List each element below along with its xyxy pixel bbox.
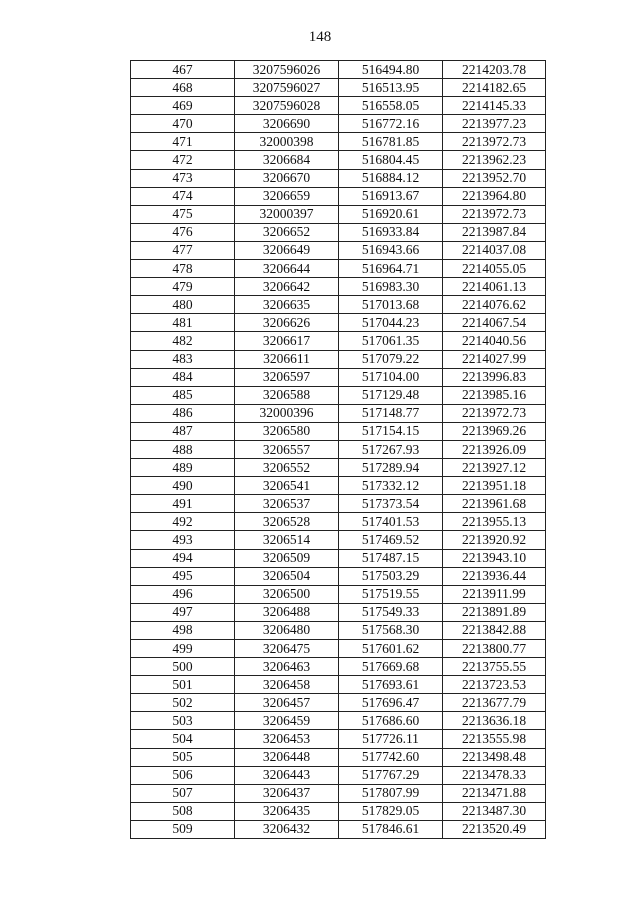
table-row (131, 296, 546, 314)
table-row (131, 350, 546, 368)
table-row (131, 386, 546, 404)
point-number-cell: 509 (131, 820, 235, 838)
x-coordinate-cell: 517487.15 (339, 549, 443, 567)
point-number-cell: 467 (131, 61, 235, 79)
x-coordinate-cell: 517289.94 (339, 459, 443, 477)
y-coordinate-cell: 2213964.80 (443, 187, 546, 205)
table-row (131, 404, 546, 422)
x-coordinate-cell: 517742.60 (339, 748, 443, 766)
point-id-cell: 3206611 (235, 350, 339, 368)
x-coordinate-cell: 517267.93 (339, 440, 443, 458)
table-row (131, 187, 546, 205)
point-number-cell: 475 (131, 205, 235, 223)
x-coordinate-cell: 517846.61 (339, 820, 443, 838)
point-number-cell: 503 (131, 712, 235, 730)
point-id-cell: 3206690 (235, 115, 339, 133)
coordinates-table (130, 60, 546, 839)
point-number-cell: 500 (131, 658, 235, 676)
point-number-cell: 473 (131, 169, 235, 187)
point-number-cell: 483 (131, 350, 235, 368)
table-row (131, 368, 546, 386)
point-id-cell: 3206488 (235, 603, 339, 621)
y-coordinate-cell: 2213969.26 (443, 422, 546, 440)
point-number-cell: 476 (131, 223, 235, 241)
x-coordinate-cell: 517669.68 (339, 658, 443, 676)
point-id-cell: 3206453 (235, 730, 339, 748)
point-id-cell: 32000396 (235, 404, 339, 422)
point-number-cell: 481 (131, 314, 235, 332)
x-coordinate-cell: 517061.35 (339, 332, 443, 350)
table-row (131, 549, 546, 567)
point-number-cell: 480 (131, 296, 235, 314)
point-number-cell: 478 (131, 260, 235, 278)
point-id-cell: 3206504 (235, 567, 339, 585)
x-coordinate-cell: 516964.71 (339, 260, 443, 278)
y-coordinate-cell: 2213962.23 (443, 151, 546, 169)
x-coordinate-cell: 516804.45 (339, 151, 443, 169)
x-coordinate-cell: 517104.00 (339, 368, 443, 386)
table-row (131, 495, 546, 513)
table-row (131, 531, 546, 549)
point-number-cell: 504 (131, 730, 235, 748)
point-id-cell: 3206642 (235, 278, 339, 296)
y-coordinate-cell: 2213952.70 (443, 169, 546, 187)
y-coordinate-cell: 2214027.99 (443, 350, 546, 368)
x-coordinate-cell: 517686.60 (339, 712, 443, 730)
table-row (131, 133, 546, 151)
point-id-cell: 3206670 (235, 169, 339, 187)
y-coordinate-cell: 2213636.18 (443, 712, 546, 730)
y-coordinate-cell: 2214055.05 (443, 260, 546, 278)
point-number-cell: 470 (131, 115, 235, 133)
x-coordinate-cell: 516983.30 (339, 278, 443, 296)
y-coordinate-cell: 2213471.88 (443, 784, 546, 802)
x-coordinate-cell: 517696.47 (339, 694, 443, 712)
table-row (131, 459, 546, 477)
x-coordinate-cell: 517829.05 (339, 802, 443, 820)
y-coordinate-cell: 2213891.89 (443, 603, 546, 621)
point-id-cell: 3206459 (235, 712, 339, 730)
table-row (131, 205, 546, 223)
point-id-cell: 3206580 (235, 422, 339, 440)
y-coordinate-cell: 2213723.53 (443, 676, 546, 694)
table-row (131, 748, 546, 766)
point-id-cell: 3206457 (235, 694, 339, 712)
table-row (131, 61, 546, 79)
point-id-cell: 3206588 (235, 386, 339, 404)
y-coordinate-cell: 2213478.33 (443, 766, 546, 784)
point-number-cell: 482 (131, 332, 235, 350)
x-coordinate-cell: 516943.66 (339, 241, 443, 259)
point-number-cell: 471 (131, 133, 235, 151)
point-number-cell: 491 (131, 495, 235, 513)
point-number-cell: 487 (131, 422, 235, 440)
point-number-cell: 477 (131, 241, 235, 259)
x-coordinate-cell: 517332.12 (339, 477, 443, 495)
point-number-cell: 494 (131, 549, 235, 567)
y-coordinate-cell: 2213936.44 (443, 567, 546, 585)
point-id-cell: 3206537 (235, 495, 339, 513)
table-row (131, 97, 546, 115)
point-id-cell: 3206480 (235, 621, 339, 639)
point-number-cell: 468 (131, 79, 235, 97)
y-coordinate-cell: 2213520.49 (443, 820, 546, 838)
y-coordinate-cell: 2213755.55 (443, 658, 546, 676)
point-id-cell: 32000398 (235, 133, 339, 151)
point-number-cell: 492 (131, 513, 235, 531)
point-id-cell: 3206448 (235, 748, 339, 766)
table-row (131, 603, 546, 621)
point-number-cell: 506 (131, 766, 235, 784)
x-coordinate-cell: 517148.77 (339, 404, 443, 422)
point-id-cell: 3206463 (235, 658, 339, 676)
point-number-cell: 501 (131, 676, 235, 694)
point-id-cell: 3206528 (235, 513, 339, 531)
table-row (131, 422, 546, 440)
y-coordinate-cell: 2213911.99 (443, 585, 546, 603)
x-coordinate-cell: 516884.12 (339, 169, 443, 187)
y-coordinate-cell: 2213987.84 (443, 223, 546, 241)
point-id-cell: 3207596027 (235, 79, 339, 97)
x-coordinate-cell: 516913.67 (339, 187, 443, 205)
y-coordinate-cell: 2214182.65 (443, 79, 546, 97)
table-row (131, 332, 546, 350)
y-coordinate-cell: 2213555.98 (443, 730, 546, 748)
point-id-cell: 3206659 (235, 187, 339, 205)
point-number-cell: 498 (131, 621, 235, 639)
point-id-cell: 3206684 (235, 151, 339, 169)
point-id-cell: 32000397 (235, 205, 339, 223)
point-number-cell: 485 (131, 386, 235, 404)
table-row (131, 766, 546, 784)
x-coordinate-cell: 517503.29 (339, 567, 443, 585)
table-row (131, 820, 546, 838)
table-row (131, 640, 546, 658)
table-row (131, 440, 546, 458)
y-coordinate-cell: 2213842.88 (443, 621, 546, 639)
x-coordinate-cell: 516772.16 (339, 115, 443, 133)
table-row (131, 223, 546, 241)
point-number-cell: 488 (131, 440, 235, 458)
table-row (131, 676, 546, 694)
point-number-cell: 508 (131, 802, 235, 820)
y-coordinate-cell: 2213487.30 (443, 802, 546, 820)
y-coordinate-cell: 2214067.54 (443, 314, 546, 332)
table-row (131, 567, 546, 585)
y-coordinate-cell: 2213926.09 (443, 440, 546, 458)
point-id-cell: 3207596026 (235, 61, 339, 79)
y-coordinate-cell: 2214203.78 (443, 61, 546, 79)
x-coordinate-cell: 517693.61 (339, 676, 443, 694)
y-coordinate-cell: 2213955.13 (443, 513, 546, 531)
point-id-cell: 3206500 (235, 585, 339, 603)
point-number-cell: 472 (131, 151, 235, 169)
x-coordinate-cell: 517568.30 (339, 621, 443, 639)
x-coordinate-cell: 517726.11 (339, 730, 443, 748)
point-id-cell: 3206437 (235, 784, 339, 802)
x-coordinate-cell: 517807.99 (339, 784, 443, 802)
point-id-cell: 3206475 (235, 640, 339, 658)
x-coordinate-cell: 516494.80 (339, 61, 443, 79)
y-coordinate-cell: 2213977.23 (443, 115, 546, 133)
point-id-cell: 3206541 (235, 477, 339, 495)
x-coordinate-cell: 517129.48 (339, 386, 443, 404)
point-number-cell: 499 (131, 640, 235, 658)
point-id-cell: 3206458 (235, 676, 339, 694)
y-coordinate-cell: 2213972.73 (443, 404, 546, 422)
point-id-cell: 3206509 (235, 549, 339, 567)
point-number-cell: 490 (131, 477, 235, 495)
point-id-cell: 3206557 (235, 440, 339, 458)
table-row (131, 513, 546, 531)
x-coordinate-cell: 517601.62 (339, 640, 443, 658)
table-row (131, 658, 546, 676)
point-number-cell: 493 (131, 531, 235, 549)
x-coordinate-cell: 516513.95 (339, 79, 443, 97)
point-id-cell: 3206552 (235, 459, 339, 477)
y-coordinate-cell: 2213972.73 (443, 205, 546, 223)
x-coordinate-cell: 517469.52 (339, 531, 443, 549)
x-coordinate-cell: 516558.05 (339, 97, 443, 115)
table-row (131, 79, 546, 97)
table-row (131, 585, 546, 603)
y-coordinate-cell: 2213943.10 (443, 549, 546, 567)
x-coordinate-cell: 517154.15 (339, 422, 443, 440)
coordinates-table-body (131, 61, 546, 839)
y-coordinate-cell: 2213800.77 (443, 640, 546, 658)
point-number-cell: 474 (131, 187, 235, 205)
x-coordinate-cell: 516920.61 (339, 205, 443, 223)
x-coordinate-cell: 517013.68 (339, 296, 443, 314)
y-coordinate-cell: 2213920.92 (443, 531, 546, 549)
table-row (131, 477, 546, 495)
table-row (131, 260, 546, 278)
x-coordinate-cell: 516933.84 (339, 223, 443, 241)
point-number-cell: 486 (131, 404, 235, 422)
point-number-cell: 502 (131, 694, 235, 712)
y-coordinate-cell: 2213985.16 (443, 386, 546, 404)
point-number-cell: 496 (131, 585, 235, 603)
y-coordinate-cell: 2213951.18 (443, 477, 546, 495)
point-id-cell: 3206435 (235, 802, 339, 820)
x-coordinate-cell: 517079.22 (339, 350, 443, 368)
y-coordinate-cell: 2213996.83 (443, 368, 546, 386)
x-coordinate-cell: 517044.23 (339, 314, 443, 332)
point-id-cell: 3206626 (235, 314, 339, 332)
table-row (131, 314, 546, 332)
y-coordinate-cell: 2213677.79 (443, 694, 546, 712)
y-coordinate-cell: 2214076.62 (443, 296, 546, 314)
point-id-cell: 3206617 (235, 332, 339, 350)
table-row (131, 712, 546, 730)
x-coordinate-cell: 516781.85 (339, 133, 443, 151)
page-number: 148 (308, 29, 332, 45)
point-id-cell: 3206635 (235, 296, 339, 314)
table-row (131, 784, 546, 802)
point-id-cell: 3206649 (235, 241, 339, 259)
point-id-cell: 3206644 (235, 260, 339, 278)
y-coordinate-cell: 2213927.12 (443, 459, 546, 477)
y-coordinate-cell: 2214061.13 (443, 278, 546, 296)
y-coordinate-cell: 2213498.48 (443, 748, 546, 766)
point-number-cell: 469 (131, 97, 235, 115)
point-id-cell: 3206597 (235, 368, 339, 386)
table-row (131, 802, 546, 820)
point-id-cell: 3206514 (235, 531, 339, 549)
table-row (131, 730, 546, 748)
point-number-cell: 489 (131, 459, 235, 477)
table-row (131, 278, 546, 296)
y-coordinate-cell: 2214145.33 (443, 97, 546, 115)
x-coordinate-cell: 517767.29 (339, 766, 443, 784)
x-coordinate-cell: 517401.53 (339, 513, 443, 531)
point-number-cell: 484 (131, 368, 235, 386)
point-number-cell: 507 (131, 784, 235, 802)
table-row (131, 169, 546, 187)
point-id-cell: 3206432 (235, 820, 339, 838)
y-coordinate-cell: 2214037.08 (443, 241, 546, 259)
x-coordinate-cell: 517519.55 (339, 585, 443, 603)
table-row (131, 241, 546, 259)
point-id-cell: 3206652 (235, 223, 339, 241)
table-row (131, 621, 546, 639)
point-id-cell: 3207596028 (235, 97, 339, 115)
point-number-cell: 495 (131, 567, 235, 585)
y-coordinate-cell: 2213972.73 (443, 133, 546, 151)
point-id-cell: 3206443 (235, 766, 339, 784)
point-number-cell: 505 (131, 748, 235, 766)
point-number-cell: 497 (131, 603, 235, 621)
table-row (131, 115, 546, 133)
x-coordinate-cell: 517549.33 (339, 603, 443, 621)
x-coordinate-cell: 517373.54 (339, 495, 443, 513)
y-coordinate-cell: 2213961.68 (443, 495, 546, 513)
table-row (131, 151, 546, 169)
table-row (131, 694, 546, 712)
y-coordinate-cell: 2214040.56 (443, 332, 546, 350)
point-number-cell: 479 (131, 278, 235, 296)
